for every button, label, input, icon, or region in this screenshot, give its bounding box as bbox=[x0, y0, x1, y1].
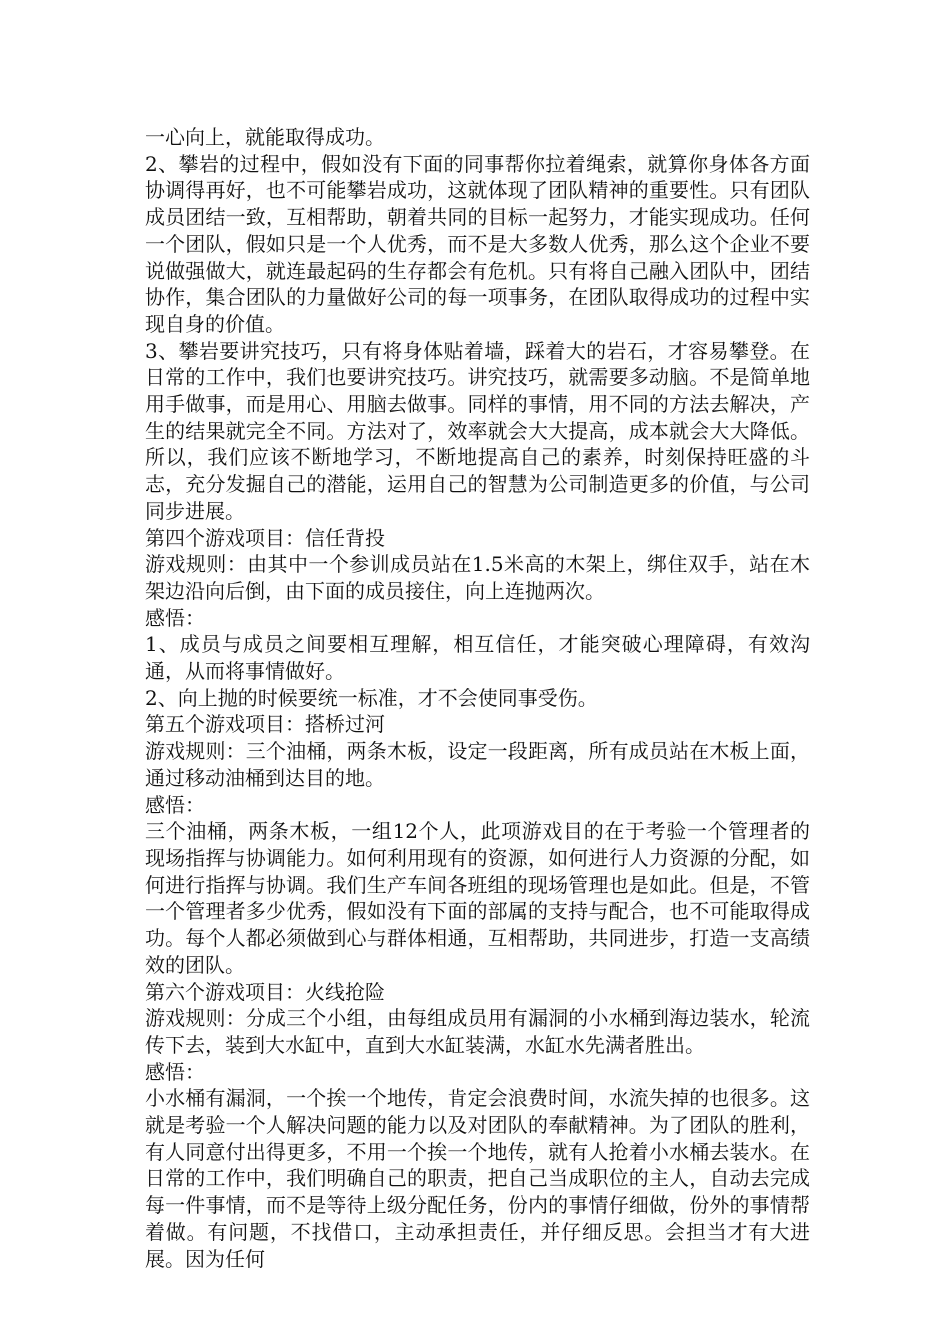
heading-game-6: 第六个游戏项目：火线抢险 bbox=[145, 979, 385, 1004]
paragraph-intro-ending: 一心向上，就能取得成功。 bbox=[145, 125, 385, 149]
heading-game-4: 第四个游戏项目：信任背投 bbox=[145, 525, 385, 550]
paragraph-game-4-rules: 游戏规则：由其中一个参训成员站在1.5米高的木架上，绑住双手，站在木架边沿向后倒，由下面的成员接住，向上连抛两次。 bbox=[145, 552, 810, 603]
label-reflection-4: 感悟： bbox=[145, 605, 205, 630]
paragraph-game-5-reflection: 三个油桶，两条木板，一组12个人，此项游戏目的在于考验一个管理者的现场指挥与协调能力。如何利用现有的资源，如何进行人力资源的分配，如何进行指挥与协调。我们生产车间各班组的现场管理也是如此。但是，不管一个管理者多少优秀，假如没有下面的部属的支持与配合，也不可能取得成功。每个人都必须做到心与群体相通，互相帮助，共同进步，打造一支高绩效的团队。 bbox=[145, 819, 810, 977]
document-body bbox=[145, 124, 810, 1272]
heading-game-5: 第五个游戏项目：搭桥过河 bbox=[145, 712, 385, 737]
paragraph-climbing-point-2: 2、攀岩的过程中，假如没有下面的同事帮你拉着绳索，就算你身体各方面协调得再好，也不可能攀岩成功，这就体现了团队精神的重要性。只有团队成员团结一致，互相帮助，朝着共同的目标一起努力，才能实现成功。任何一个团队，假如只是一个人优秀，而不是大多数人优秀，那么这个企业不要说做强做大，就连最起码的生存都会有危机。只有将自己融入团队中，团结协作，集合团队的力量做好公司的每一项事务，在团队取得成功的过程中实现自身的价值。 bbox=[145, 151, 810, 336]
label-reflection-5: 感悟： bbox=[145, 792, 205, 817]
paragraph-game-6-reflection: 小水桶有漏洞，一个挨一个地传，肯定会浪费时间，水流失掉的也很多。这就是考验一个人解决问题的能力以及对团队的奉献精神。为了团队的胜利，有人同意付出得更多，不用一个挨一个地传，就有人抢着小水桶去装水。在日常的工作中，我们明确自己的职责，把自己当成职位的主人，自动去完成每一件事情，而不是等待上级分配任务，份内的事情仔细做，份外的事情帮着做。有问题，不找借口，主动承担责任，并仔细反思。会担当才有大进展。因为任何 bbox=[145, 1086, 810, 1271]
paragraph-climbing-point-3: 3、攀岩要讲究技巧，只有将身体贴着墙，踩着大的岩石，才容易攀登。在日常的工作中，我们也要讲究技巧。讲究技巧，就需要多动脑。不是简单地用手做事，而是用心、用脑去做事。同样的事情，用不同的方法去解决，产生的结果就完全不同。方法对了，效率就会大大提高，成本就会大大降低。所以，我们应该不断地学习，不断地提高自己的素养，时刻保持旺盛的斗志，充分发掘自己的潜能，运用自己的智慧为公司制造更多的价值，与公司同步进展。 bbox=[145, 338, 810, 523]
label-reflection-6: 感悟： bbox=[145, 1059, 205, 1084]
paragraph-game-5-rules: 游戏规则：三个油桶，两条木板，设定一段距离，所有成员站在木板上面，通过移动油桶到达目的地。 bbox=[145, 739, 810, 790]
paragraph-game-6-rules: 游戏规则：分成三个小组，由每组成员用有漏洞的小水桶到海边装水，轮流传下去，装到大水缸中，直到大水缸装满，水缸水先满者胜出。 bbox=[145, 1006, 810, 1057]
paragraph-game-4-point-2: 2、向上抛的时候要统一标准，才不会使同事受伤。 bbox=[145, 685, 598, 710]
paragraph-game-4-point-1: 1、成员与成员之间要相互理解，相互信任，才能突破心理障碍，有效沟通，从而将事情做好。 bbox=[145, 632, 810, 684]
